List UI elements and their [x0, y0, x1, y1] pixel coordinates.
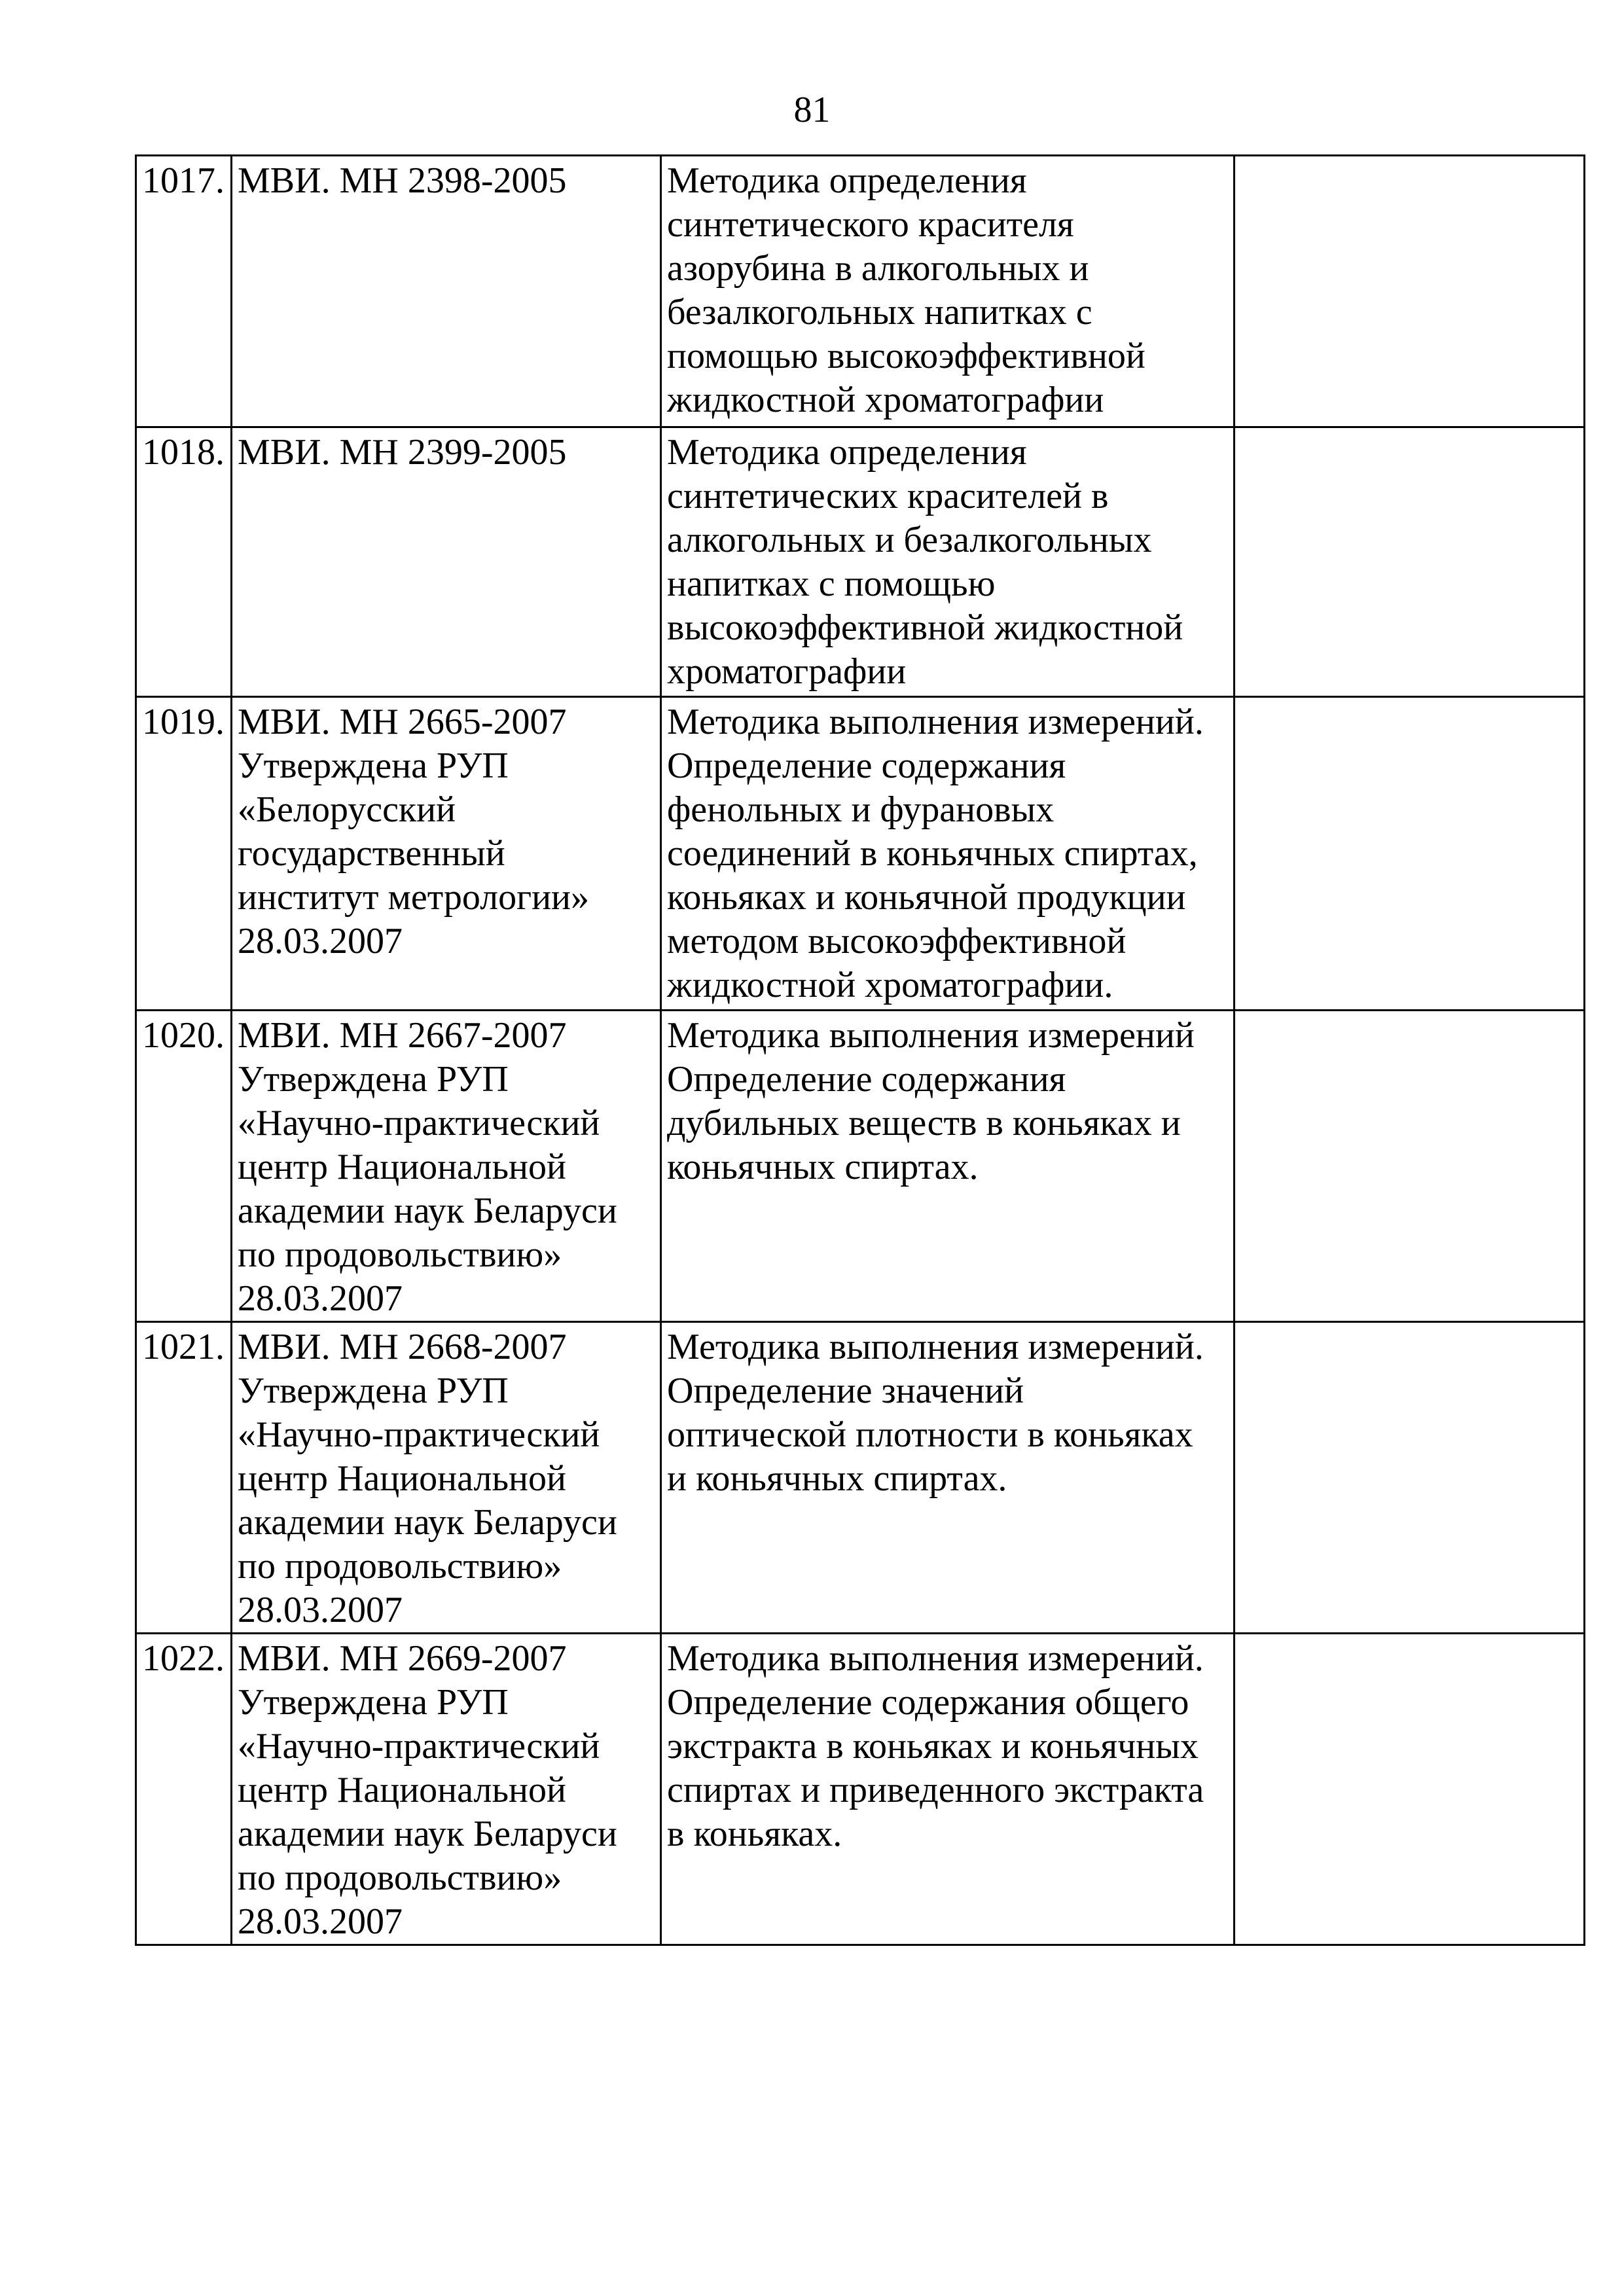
document-designation-line: по продовольствию»	[238, 1234, 562, 1275]
method-description-line: соединений в коньячных спиртах,	[667, 833, 1198, 874]
document-designation-line: «Белорусский	[238, 789, 456, 830]
document-designation-line: МВИ. МН 2668-2007	[238, 1327, 567, 1367]
table-row	[136, 1322, 1585, 1634]
document-designation-line: 28.03.2007	[238, 1901, 403, 1942]
document-designation-line: 28.03.2007	[238, 1590, 403, 1630]
document-designation-cell	[232, 427, 661, 697]
method-description-line: помощью высокоэффективной	[667, 336, 1146, 376]
document-designation-line: государственный	[238, 833, 505, 874]
registry-table	[135, 154, 1585, 1946]
method-description-line: Определение содержания	[667, 745, 1066, 786]
method-description-line: Определение значений	[667, 1371, 1024, 1411]
document-designation-cell	[232, 1011, 661, 1322]
row-number-cell: 1018.	[136, 427, 232, 697]
table-row	[136, 1011, 1585, 1322]
method-description-cell	[661, 427, 1235, 697]
row-number-cell: 1017.	[136, 156, 232, 427]
method-description-cell	[661, 1634, 1235, 1945]
document-designation-line: 28.03.2007	[238, 921, 403, 961]
document-designation-line: МВИ. МН 2399-2005	[238, 432, 567, 473]
method-description-line: Определение содержания общего	[667, 1682, 1189, 1723]
document-designation-line: 28.03.2007	[238, 1278, 403, 1319]
method-description-line: хроматографии	[667, 651, 907, 692]
document-designation-line: по продовольствию»	[238, 1546, 562, 1587]
method-description-line: дубильных веществ в коньяках и	[667, 1103, 1181, 1143]
registry-table-body	[136, 156, 1585, 1945]
document-designation-line: Утверждена РУП	[238, 1371, 509, 1411]
method-description-line: Методика выполнения измерений.	[667, 702, 1204, 742]
method-description-line: оптической плотности в коньяках	[667, 1414, 1193, 1455]
table-row	[136, 427, 1585, 697]
document-designation-line: МВИ. МН 2669-2007	[238, 1638, 567, 1679]
note-cell	[1235, 156, 1585, 427]
method-description-cell	[661, 156, 1235, 427]
method-description-line: напитках с помощью	[667, 564, 996, 604]
method-description-cell	[661, 1322, 1235, 1634]
method-description-line: и коньячных спиртах.	[667, 1458, 1007, 1499]
method-description-line: Методика определения	[667, 160, 1027, 201]
method-description-line: жидкостной хроматографии	[667, 380, 1104, 420]
note-cell	[1235, 1011, 1585, 1322]
document-designation-line: «Научно-практический	[238, 1103, 600, 1143]
document-designation-line: центр Национальной	[238, 1458, 566, 1499]
method-description-line: экстракта в коньяках и коньячных	[667, 1726, 1199, 1767]
method-description-line: жидкостной хроматографии.	[667, 965, 1113, 1005]
method-description-cell	[661, 1011, 1235, 1322]
note-cell	[1235, 697, 1585, 1011]
note-cell	[1235, 1634, 1585, 1945]
document-designation-line: академии наук Беларуси	[238, 1502, 617, 1543]
document-designation-cell	[232, 697, 661, 1011]
document-designation-line: академии наук Беларуси	[238, 1191, 617, 1231]
document-designation-line: Утверждена РУП	[238, 1059, 509, 1100]
method-description-line: коньячных спиртах.	[667, 1147, 979, 1187]
row-number-cell: 1020.	[136, 1011, 232, 1322]
method-description-line: фенольных и фурановых	[667, 789, 1055, 830]
note-cell	[1235, 427, 1585, 697]
row-number-cell: 1022.	[136, 1634, 232, 1945]
table-row	[136, 697, 1585, 1011]
row-number-cell: 1021.	[136, 1322, 232, 1634]
document-designation-line: «Научно-практический	[238, 1726, 600, 1767]
table-row	[136, 1634, 1585, 1945]
method-description-line: высокоэффективной жидкостной	[667, 607, 1183, 648]
method-description-line: азорубина в алкогольных и	[667, 248, 1089, 289]
document-designation-line: МВИ. МН 2398-2005	[238, 160, 567, 201]
method-description-line: синтетического красителя	[667, 204, 1074, 245]
method-description-line: методом высокоэффективной	[667, 921, 1127, 961]
method-description-line: алкогольных и безалкогольных	[667, 520, 1152, 560]
method-description-line: Определение содержания	[667, 1059, 1066, 1100]
method-description-line: Методика определения	[667, 432, 1027, 473]
document-designation-line: центр Национальной	[238, 1770, 566, 1810]
page-number: 81	[793, 90, 831, 130]
document-designation-cell	[232, 1634, 661, 1945]
document-designation-line: по продовольствию»	[238, 1857, 562, 1898]
method-description-line: спиртах и приведенного экстракта	[667, 1770, 1204, 1810]
row-number-cell: 1019.	[136, 697, 232, 1011]
document-designation-line: центр Национальной	[238, 1147, 566, 1187]
method-description-line: безалкогольных напитках с	[667, 292, 1092, 332]
document-designation-line: «Научно-практический	[238, 1414, 600, 1455]
document-designation-line: Утверждена РУП	[238, 1682, 509, 1723]
method-description-line: синтетических красителей в	[667, 476, 1109, 516]
method-description-line: коньяках и коньячной продукции	[667, 877, 1186, 918]
document-designation-cell	[232, 1322, 661, 1634]
method-description-cell	[661, 697, 1235, 1011]
note-cell	[1235, 1322, 1585, 1634]
document-designation-line: академии наук Беларуси	[238, 1814, 617, 1854]
document-designation-line: МВИ. МН 2667-2007	[238, 1015, 567, 1056]
method-description-line: в коньяках.	[667, 1814, 842, 1854]
table-row	[136, 156, 1585, 427]
method-description-line: Методика выполнения измерений.	[667, 1327, 1204, 1367]
document-designation-line: институт метрологии»	[238, 877, 590, 918]
document-designation-line: МВИ. МН 2665-2007	[238, 702, 567, 742]
document-designation-cell	[232, 156, 661, 427]
document-designation-line: Утверждена РУП	[238, 745, 509, 786]
method-description-line: Методика выполнения измерений	[667, 1015, 1195, 1056]
method-description-line: Методика выполнения измерений.	[667, 1638, 1204, 1679]
